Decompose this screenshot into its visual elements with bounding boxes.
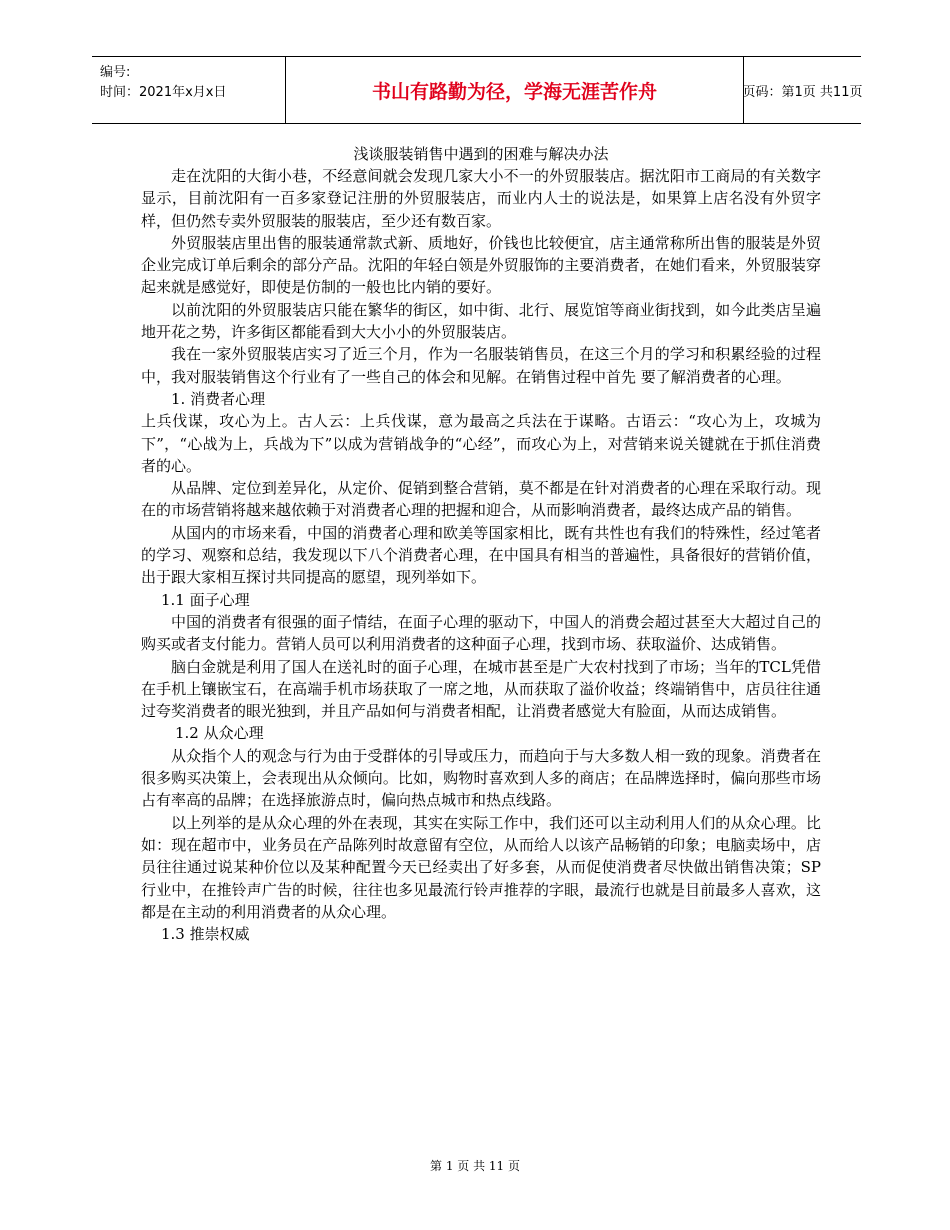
- paragraph: 脑白金就是利用了国人在送礼时的面子心理，在城市甚至是广大农村找到了市场；当年的TCL凭借在手机上镶嵌宝石，在高端手机市场获取了一席之地，从而获取了溢价收益；终端销售中，店员往往通过夸奖消费者的眼光独到，并且产品如何与消费者相配，让消费者感觉大有脸面，从而达成销售。: [141, 657, 821, 721]
- paragraph: 以上列举的是从众心理的外在表现，其实在实际工作中，我们还可以主动利用人们的从众心理。比如：现在超市中，业务员在产品陈列时故意留有空位，从而给人以该产品畅销的印象；电脑卖场中，店员往往通过说某种价位以及某种配置今天已经卖出了好多套，从而促使消费者尽快做出销售决策；SP行业中，在推铃声广告的时候，往往也多见最流行铃声推荐的字眼，最流行也就是目前最多人喜欢，这都是在主动的利用消费者的从众心理。: [141, 813, 821, 921]
- document-number-label: 编号:: [100, 65, 131, 80]
- header-meta: [92, 57, 285, 123]
- paragraph: 从国内的市场来看，中国的消费者心理和欧美等国家相比，既有共性也有我们的特殊性，经过笔者的学习、观察和总结，我发现以下八个消费者心理，在中国具有相当的普遍性，具备很好的营销价值，出于跟大家相互探讨共同提高的愿望，现列举如下。: [141, 523, 821, 587]
- paragraph: 我在一家外贸服装店实习了近三个月，作为一名服装销售员，在这三个月的学习和积累经验的过程中，我对服装销售这个行业有了一些自己的体会和见解。在销售过程中首先 要了解消费者的心理。: [141, 345, 821, 386]
- article-body: [141, 143, 821, 945]
- page-footer: 第 1 页 共 11 页: [430, 1159, 520, 1173]
- section-heading-1: 1. 消费者心理: [171, 389, 266, 408]
- page-header: [92, 56, 861, 124]
- paragraph: 上兵伐谋，攻心为上。古人云：上兵伐谋，意为最高之兵法在于谋略。古语云：“攻心为上，攻城为下”，“心战为上，兵战为下”以成为营销战争的“心经”，而攻心为上，对营销来说关键就在于抓住消费者的心。: [141, 412, 821, 475]
- section-heading-1-1: 1.1 面子心理: [161, 590, 250, 609]
- article-title: 浅谈服装销售中遇到的困难与解决办法: [353, 145, 609, 163]
- paragraph: 从众指个人的观念与行为由于受群体的引导或压力，而趋向于与大多数人相一致的现象。消费者在很多购买决策上，会表现出从众倾向。比如，购物时喜欢到人多的商店；在品牌选择时，偏向那些市场占有率高的品牌；在选择旅游点时，偏向热点城市和热点线路。: [141, 746, 821, 810]
- section-heading-1-3: 1.3 推崇权威: [161, 925, 250, 944]
- paragraph: 以前沈阳的外贸服装店只能在繁华的街区，如中街、北行、展览馆等商业街找到，如今此类店呈遍地开花之势，许多街区都能看到大大小小的外贸服装店。: [141, 300, 821, 342]
- paragraph: 外贸服装店里出售的服装通常款式新、质地好，价钱也比较便宜，店主通常称所出售的服装是外贸企业完成订单后剩余的部分产品。沈阳的年轻白领是外贸服饰的主要消费者，在她们看来，外贸服装穿起来就是感觉好，即使是仿制的一般也比内销的要好。: [141, 233, 821, 297]
- paragraph: 从品牌、定位到差异化，从定价、促销到整合营销，莫不都是在针对消费者的心理在采取行动。现在的市场营销将越来越依赖于对消费者心理的把握和迎合，从而影响消费者，最终达成产品的销售。: [141, 479, 821, 520]
- document-time-label: 时间：2021年x月x日: [100, 85, 227, 100]
- header-motto: 书山有路勤为径，学海无涯苦作舟: [371, 80, 657, 103]
- section-heading-1-2: 1.2 从众心理: [175, 724, 264, 743]
- paragraph: 中国的消费者有很强的面子情结，在面子心理的驱动下，中国人的消费会超过甚至大大超过自己的购买或者支付能力。营销人员可以利用消费者的这种面子心理，找到市场、获取溢价、达成销售。: [141, 612, 821, 654]
- paragraph: 走在沈阳的大街小巷，不经意间就会发现几家大小不一的外贸服装店。据沈阳市工商局的有关数字显示，目前沈阳有一百多家登记注册的外贸服装店，而业内人士的说法是，如果算上店名没有外贸字样，但仍然专卖外贸服装的服装店，至少还有数百家。: [141, 167, 821, 230]
- header-page-info: 页码：第1页 共11页: [742, 84, 863, 100]
